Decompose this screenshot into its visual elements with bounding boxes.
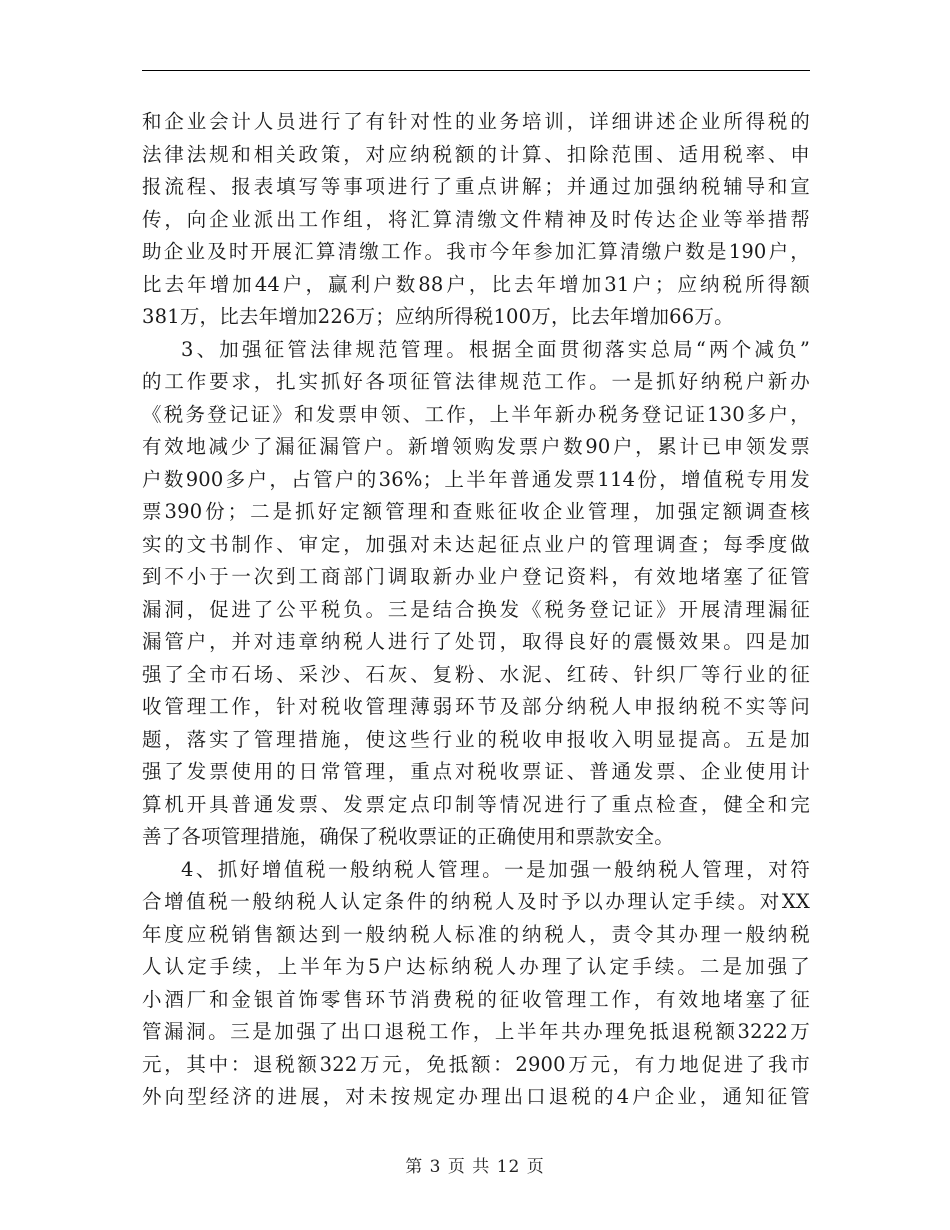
text-line: 外向型经济的进展，对未按规定办理出口退税的4户企业，通知征管 bbox=[142, 1085, 810, 1108]
text-line: 合增值税一般纳税人认定条件的纳税人及时予以办理认定手续。对XX bbox=[142, 890, 810, 913]
text-line: 管漏洞。三是加强了出口退税工作，上半年共办理免抵退税额3222万 bbox=[142, 1020, 810, 1043]
paragraph-first-line: 3、加强征管法律规范管理。根据全面贯彻落实总局“两个减负” bbox=[181, 337, 810, 361]
text-line: 强了全市石场、采沙、石灰、复粉、水泥、红砖、针织厂等行业的征 bbox=[142, 662, 810, 686]
text-line: 381万，比去年增加226万；应纳所得税100万，比去年增加66万。 bbox=[142, 305, 734, 328]
text-line: 题，落实了管理措施，使这些行业的税收申报收入明显提高。五是加 bbox=[142, 727, 810, 751]
text-line: 算机开具普通发票、发票定点印制等情况进行了重点检查，健全和完 bbox=[142, 792, 810, 816]
text-line: 有效地减少了漏征漏管户。新增领购发票户数90户，累计已申领发票 bbox=[142, 435, 810, 458]
text-line: 法律法规和相关政策，对应纳税额的计算、扣除范围、适用税率、申 bbox=[142, 142, 810, 166]
page-footer: 第 3 页 共 12 页 bbox=[405, 1157, 545, 1177]
text-line: 小酒厂和金银首饰零售环节消费税的征收管理工作，有效地堵塞了征 bbox=[142, 987, 810, 1011]
text-line: 善了各项管理措施，确保了税收票证的正确使用和票款安全。 bbox=[142, 825, 674, 848]
text-line: 年度应税销售额达到一般纳税人标准的纳税人，责令其办理一般纳税 bbox=[142, 922, 810, 946]
text-line: 票390份；二是抓好定额管理和查账征收企业管理，加强定额调查核 bbox=[142, 500, 810, 523]
text-line: 到不小于一次到工商部门调取新办业户登记资料，有效地堵塞了征管 bbox=[142, 565, 810, 588]
text-line: 漏洞，促进了公平税负。三是结合换发《税务登记证》开展清理漏征 bbox=[142, 597, 810, 621]
text-line: 和企业会计人员进行了有针对性的业务培训，详细讲述企业所得税的 bbox=[142, 110, 810, 133]
text-line: 实的文书制作、审定，加强对未达起征点业户的管理调查；每季度做 bbox=[142, 532, 810, 556]
text-line: 报流程、报表填写等事项进行了重点讲解；并通过加强纳税辅导和宣 bbox=[142, 175, 810, 198]
text-line: 比去年增加44户，赢利户数88户，比去年增加31户；应纳税所得额 bbox=[142, 272, 810, 296]
text-line: 人认定手续，上半年为5户达标纳税人办理了认定手续。二是加强了 bbox=[142, 955, 810, 978]
document-body bbox=[142, 106, 810, 1114]
text-line: 的工作要求，扎实抓好各项征管法律规范工作。一是抓好纳税户新办 bbox=[142, 370, 810, 393]
text-line: 元，其中：退税额322万元，免抵额：2900万元，有力地促进了我市 bbox=[142, 1052, 810, 1076]
text-line: 户数900多户，占管户的36%；上半年普通发票114份，增值税专用发 bbox=[142, 467, 810, 491]
text-line: 收管理工作，针对税收管理薄弱环节及部分纳税人申报纳税不实等问 bbox=[142, 695, 810, 718]
text-line: 强了发票使用的日常管理，重点对税收票证、普通发票、企业使用计 bbox=[142, 760, 810, 783]
paragraph-first-line: 4、抓好增值税一般纳税人管理。一是加强一般纳税人管理，对符 bbox=[181, 857, 810, 881]
header-rule bbox=[142, 70, 810, 71]
text-line: 传，向企业派出工作组，将汇算清缴文件精神及时传达企业等举措帮 bbox=[142, 207, 810, 231]
text-line: 《税务登记证》和发票申领、工作，上半年新办税务登记证130多户， bbox=[142, 402, 810, 426]
text-line: 助企业及时开展汇算清缴工作。我市今年参加汇算清缴户数是190户， bbox=[142, 240, 810, 263]
text-line: 漏管户，并对违章纳税人进行了处罚，取得良好的震慑效果。四是加 bbox=[142, 630, 810, 653]
